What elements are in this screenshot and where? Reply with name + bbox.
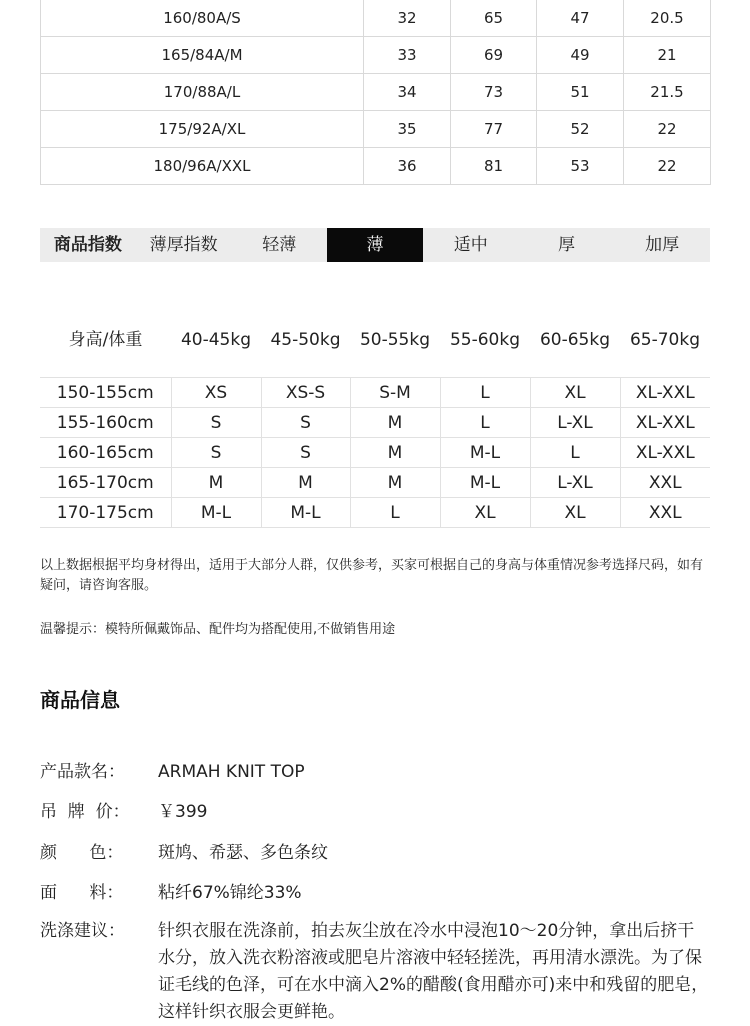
size-disclaimer-note: 以上数据根据平均身材得出，适用于大部分人群，仅供参考，买家可根据自己的身高与体重情况参考选择尺码，如有疑问，请咨询客服。 bbox=[40, 558, 704, 593]
table-cell: 51 bbox=[537, 74, 624, 111]
product-info-title: 商品信息 bbox=[40, 688, 120, 712]
fabric-value: 粘纤67%锦纶33% bbox=[158, 883, 302, 903]
height-cell: 160-165cm bbox=[40, 438, 171, 468]
tag-price-row bbox=[40, 799, 710, 826]
weight-column-header: 50-55kg bbox=[359, 330, 431, 350]
size-cell: M-L bbox=[261, 498, 350, 528]
height-weight-label: 身高/体重 bbox=[68, 330, 143, 350]
table-row bbox=[40, 498, 710, 528]
size-cell: L-XL bbox=[530, 408, 620, 438]
thickness-option-thick: 厚 bbox=[557, 235, 575, 255]
size-cell: M bbox=[350, 468, 440, 498]
size-cell: M bbox=[350, 408, 440, 438]
size-cell: L bbox=[440, 378, 530, 408]
size-cell: M-L bbox=[440, 438, 530, 468]
size-cell: XS bbox=[171, 378, 261, 408]
table-cell: 21 bbox=[624, 37, 711, 74]
height-cell: 150-155cm bbox=[40, 378, 171, 408]
table-row bbox=[41, 148, 711, 185]
size-cell: L bbox=[350, 498, 440, 528]
size-cell: XS-S bbox=[261, 378, 350, 408]
table-cell: 34 bbox=[364, 74, 451, 111]
table-cell: 22 bbox=[624, 111, 711, 148]
height-cell: 155-160cm bbox=[40, 408, 171, 438]
table-cell: 180/96A/XXL bbox=[41, 148, 364, 185]
table-cell: 53 bbox=[537, 148, 624, 185]
thickness-index-bar bbox=[40, 228, 710, 262]
product-name-row bbox=[40, 759, 710, 786]
field-label: 洗涤建议： bbox=[40, 921, 125, 941]
thickness-option-extra-thick: 加厚 bbox=[645, 235, 680, 255]
size-cell: XL bbox=[530, 378, 620, 408]
size-cell: L-XL bbox=[530, 468, 620, 498]
table-cell: 33 bbox=[364, 37, 451, 74]
field-label: 产品款名： bbox=[40, 762, 125, 782]
table-cell: 21.5 bbox=[624, 74, 711, 111]
size-cell: L bbox=[530, 438, 620, 468]
size-cell: XL bbox=[440, 498, 530, 528]
table-cell: 36 bbox=[364, 148, 451, 185]
thickness-option-medium: 适中 bbox=[453, 235, 488, 255]
product-index-label: 商品指数 bbox=[53, 235, 122, 255]
size-cell: M-L bbox=[171, 498, 261, 528]
height-cell: 170-175cm bbox=[40, 498, 171, 528]
size-cell: XXL bbox=[620, 468, 710, 498]
table-row bbox=[40, 408, 710, 438]
table-cell: 175/92A/XL bbox=[41, 111, 364, 148]
table-cell: 77 bbox=[451, 111, 537, 148]
table-row bbox=[40, 438, 710, 468]
size-cell: L bbox=[440, 408, 530, 438]
warm-tip-note: 温馨提示：模特所佩戴饰品、配件均为搭配使用,不做销售用途 bbox=[40, 622, 396, 637]
color-value: 斑鸠、希瑟、多色条纹 bbox=[158, 843, 328, 863]
size-cell: XXL bbox=[620, 498, 710, 528]
table-cell: 69 bbox=[451, 37, 537, 74]
weight-column-header: 60-65kg bbox=[539, 330, 611, 350]
color-row bbox=[40, 840, 710, 867]
size-cell: S bbox=[261, 408, 350, 438]
size-cell: S bbox=[171, 408, 261, 438]
thickness-option-light-thin: 轻薄 bbox=[262, 235, 297, 255]
weight-column-header: 45-50kg bbox=[270, 330, 341, 350]
fabric-row bbox=[40, 880, 710, 907]
size-cell: S-M bbox=[350, 378, 440, 408]
table-row bbox=[40, 468, 710, 498]
table-cell: 65 bbox=[451, 0, 537, 37]
weight-column-header: 65-70kg bbox=[629, 330, 701, 350]
height-weight-size-table bbox=[40, 377, 710, 528]
table-row bbox=[41, 111, 711, 148]
table-row bbox=[41, 37, 711, 74]
product-name-value: ARMAH KNIT TOP bbox=[158, 762, 305, 782]
table-cell: 47 bbox=[537, 0, 624, 37]
size-cell: XL bbox=[530, 498, 620, 528]
field-label: 颜 色： bbox=[40, 843, 124, 863]
washing-advice-row bbox=[40, 918, 710, 1026]
table-cell: 20.5 bbox=[624, 0, 711, 37]
size-cell: M-L bbox=[440, 468, 530, 498]
size-cell: M bbox=[261, 468, 350, 498]
table-cell: 165/84A/M bbox=[41, 37, 364, 74]
size-cell: XL-XXL bbox=[620, 438, 710, 468]
table-cell: 73 bbox=[451, 74, 537, 111]
field-label: 吊 牌 价： bbox=[40, 802, 130, 822]
height-weight-header bbox=[40, 322, 710, 358]
size-cell: XL-XXL bbox=[620, 378, 710, 408]
table-cell: 22 bbox=[624, 148, 711, 185]
table-row bbox=[40, 378, 710, 408]
table-cell: 160/80A/S bbox=[41, 0, 364, 37]
size-cell: M bbox=[171, 468, 261, 498]
height-cell: 165-170cm bbox=[40, 468, 171, 498]
size-cell: XL-XXL bbox=[620, 408, 710, 438]
tag-price-value: ￥399 bbox=[158, 802, 208, 822]
size-chart-table bbox=[40, 0, 711, 185]
thickness-option-thin-selected: 薄 bbox=[327, 228, 423, 262]
table-cell: 81 bbox=[451, 148, 537, 185]
weight-column-header: 55-60kg bbox=[449, 330, 521, 350]
table-cell: 170/88A/L bbox=[41, 74, 364, 111]
table-cell: 35 bbox=[364, 111, 451, 148]
table-cell: 32 bbox=[364, 0, 451, 37]
size-cell: S bbox=[261, 438, 350, 468]
table-row bbox=[41, 74, 711, 111]
weight-column-header: 40-45kg bbox=[180, 330, 252, 350]
table-row bbox=[41, 0, 711, 37]
field-label: 面 料： bbox=[40, 883, 124, 903]
thickness-index-label: 薄厚指数 bbox=[149, 235, 218, 255]
size-cell: S bbox=[171, 438, 261, 468]
washing-advice-value: 针织衣服在洗涤前，拍去灰尘放在冷水中浸泡10～20分钟，拿出后挤干水分，放入洗衣粉溶液或肥皂片溶液中轻轻搓洗，再用清水漂洗。为了保证毛线的色泽，可在水中滴入2%的醋酸(食用醋亦可)来中和残留的肥皂，这样针织衣服会更鲜艳。 bbox=[158, 921, 709, 1022]
size-cell: M bbox=[350, 438, 440, 468]
table-cell: 52 bbox=[537, 111, 624, 148]
table-cell: 49 bbox=[537, 37, 624, 74]
